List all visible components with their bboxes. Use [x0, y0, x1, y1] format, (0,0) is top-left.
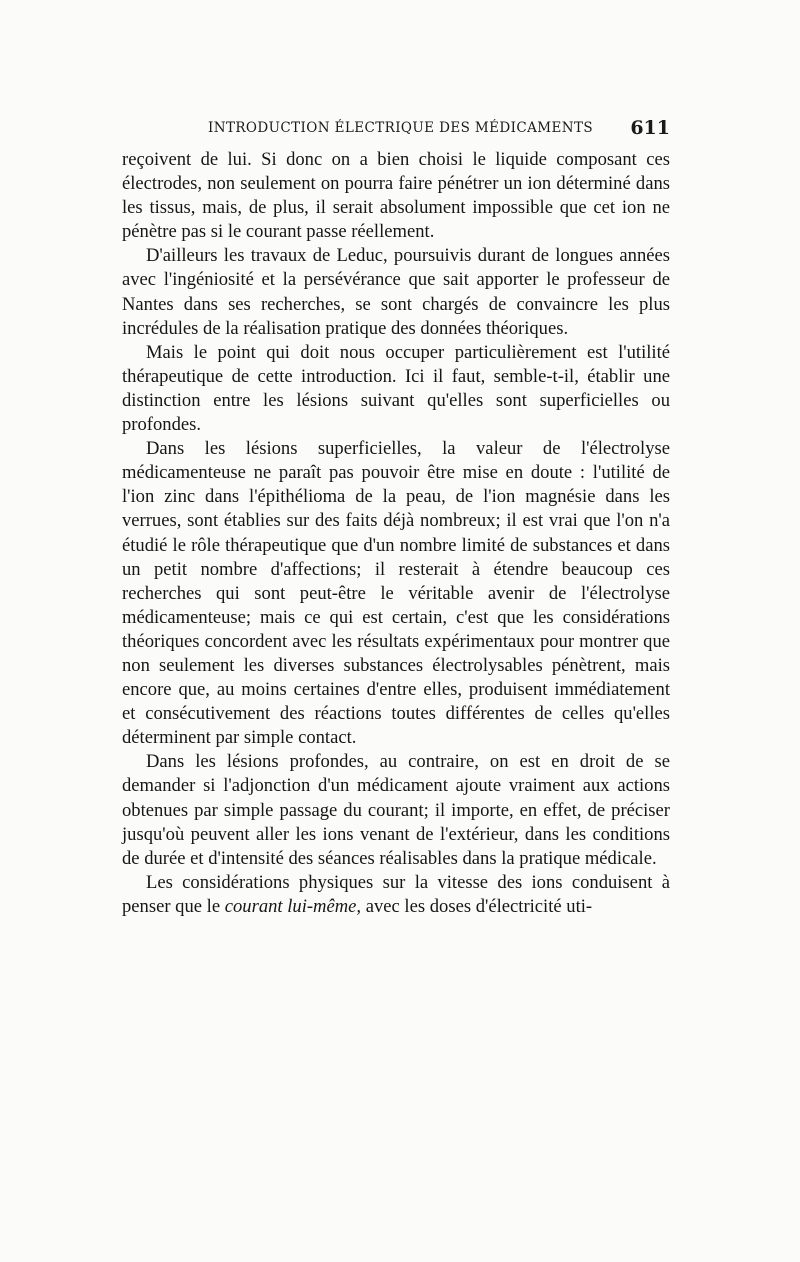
paragraph-text-end: avec les doses d'électricité uti-: [361, 895, 593, 917]
body-text: [122, 148, 670, 919]
italic-phrase: courant lui-même,: [224, 895, 362, 917]
paragraph-leduc-works: D'ailleurs les travaux de Leduc, poursuivis durant de longues années avec l'ingéniosité et la persévérance que sait apporter le professeur de Nantes dans ses recherches, se sont chargés de convaincre les plus incrédules de la réalisation pratique des données théoriques.: [122, 245, 670, 339]
paragraph-continuation: reçoivent de lui. Si donc on a bien choisi le liquide composant ces électrodes, non seulement on pourra faire pénétrer un ion déterminé dans les tissus, mais, de plus, il serait absolument impossible que cet ion ne pénètre pas si le courant passe réellement.: [122, 149, 670, 243]
paragraph-deep-lesions: Dans les lésions profondes, au contraire, on est en droit de se demander si l'adjonction d'un médicament ajoute vraiment aux actions obtenues par simple passage du courant; il importe, en effet, de préciser jusqu'où peuvent aller les ions venant de l'extérieur, dans les conditions de durée et d'intensité des séances réalisables dans la pratique médicale.: [122, 751, 670, 869]
paragraph-therapeutic-utility: Mais le point qui doit nous occuper particulièrement est l'utilité thérapeutique de cette introduction. Ici il faut, semble-t-il, établir une distinction entre les lésions suivant qu'elles sont superficielles ou profondes.: [122, 341, 670, 436]
paragraph-superficial-lesions: Dans les lésions superficielles, la valeur de l'électrolyse médicamenteuse ne paraît pas pouvoir être mise en doute : l'utilité de l'ion zinc dans l'épithélioma de la peau, de l'ion magnésie dans les verrues, sont établies sur des faits déjà nombreux; il est vrai que l'on n'a étudié le rôle thérapeutique que d'un nombre limité de substances et dans un petit nombre d'affections; il resterait à étendre beaucoup ces recherches qui sont peut-être le véritable avenir de l'électrolyse médicamenteuse; mais ce qui est certain, c'est que les considérations théoriques concordent avec les résultats expérimentaux pour montrer que non seulement les diverses substances électrolysables pénètrent, mais encore que, au moins certaines d'entre elles, produisent immédiatement et consécutivement des réactions toutes différentes de celles qu'elles déterminent par simple contact.: [122, 438, 670, 749]
page-header: [122, 117, 670, 141]
paragraph-physical-considerations: [122, 871, 670, 919]
paragraph-text-start: Les considérations physiques sur la vitesse des ions conduisent à penser que le: [122, 871, 670, 917]
running-title: INTRODUCTION ÉLECTRIQUE DES MÉDICAMENTS: [208, 120, 593, 136]
page-number: 611: [630, 117, 670, 139]
